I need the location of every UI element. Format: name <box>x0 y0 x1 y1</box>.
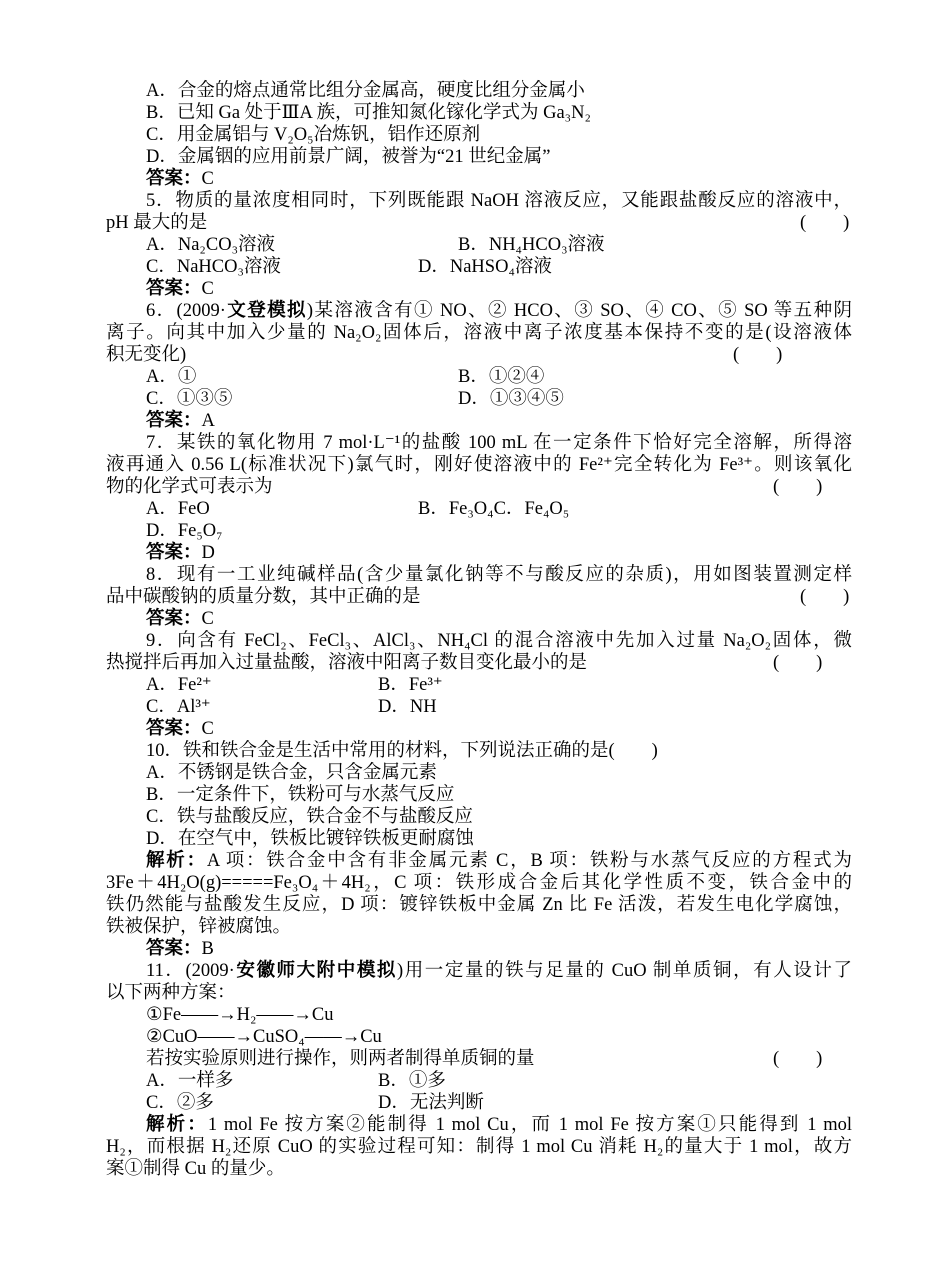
text-line <box>146 520 223 542</box>
text-line <box>106 894 852 916</box>
option-a: C．②多 <box>146 1093 214 1113</box>
line-text: C．铁与盐酸反应，铁合金不与盐酸反应 <box>146 807 473 827</box>
line-text: C <box>201 279 214 299</box>
text-line <box>106 586 852 608</box>
text-line <box>106 454 852 476</box>
label: 解析： <box>146 851 207 871</box>
line-text: 案①制得 Cu 的量少。 <box>106 1159 285 1179</box>
question-source: 文登模拟 <box>225 301 307 321</box>
text-line <box>106 916 852 938</box>
question-number: 11．(2009· <box>146 961 235 981</box>
answer-line <box>146 938 214 960</box>
line-text: 8．现有一工业纯碱样品(含少量氯化钠等不与酸反应的杂质)，用如图装置测定样 <box>146 565 852 585</box>
option-b: D．NH <box>378 697 437 717</box>
line-text: B．已知 Ga 处于ⅢA 族，可推知氮化镓化学式为 Ga₃N₂ <box>146 103 591 123</box>
option-b: B．Fe₃O₄C．Fe₄O₅ <box>418 499 570 519</box>
text-line <box>146 1004 333 1026</box>
line-text: 5．物质的量浓度相同时，下列既能跟 NaOH 溶液反应，又能跟盐酸反应的溶液中， <box>146 191 852 211</box>
option-b: B．①多 <box>378 1071 446 1091</box>
line-text: ②CuO——→CuSO₄——→Cu <box>146 1027 382 1047</box>
line-text: A．不锈钢是铁合金，只含金属元素 <box>146 763 437 783</box>
line-text: 物的化学式可表示为 <box>106 477 273 497</box>
line-text: C <box>201 719 214 739</box>
line-text: D．在空气中，铁板比镀锌铁板更耐腐蚀 <box>146 829 474 849</box>
answer-line <box>146 542 215 564</box>
label: 答案： <box>146 169 202 189</box>
line-text: D <box>201 543 215 563</box>
answer-line <box>146 850 852 872</box>
text-line <box>146 564 852 586</box>
text-line <box>106 652 852 674</box>
line-text: ①Fe——→H₂——→Cu <box>146 1005 334 1025</box>
line-text: A．合金的熔点通常比组分金属高，硬度比组分金属小 <box>146 81 585 101</box>
text-line <box>146 102 591 124</box>
option-a: C．NaHCO₃溶液 <box>146 257 281 277</box>
option-a: A．Na₂CO₃溶液 <box>146 235 276 255</box>
text-line <box>106 212 852 234</box>
line-text: )某溶液含有① NO、② HCO、③ SO、④ CO、⑤ SO 等五种阴 <box>306 301 852 321</box>
answer-line <box>146 718 214 740</box>
line-text: )用一定量的铁与足量的 CuO 制单质铜，有人设计了 <box>396 961 852 981</box>
question-source: 安徽师大附中模拟 <box>234 961 397 981</box>
line-text: 铁被保护，锌被腐蚀。 <box>106 917 292 937</box>
line-text: 品中碳酸钠的质量分数，其中正确的是 <box>106 587 421 607</box>
answer-line <box>146 278 214 300</box>
text-line <box>106 322 852 344</box>
label: 答案： <box>146 411 202 431</box>
text-line <box>146 1026 382 1048</box>
line-text: C <box>201 169 214 189</box>
line-text: pH 最大的是 <box>106 213 208 233</box>
line-text: 1 mol Fe 按方案②能制得 1 mol Cu，而 1 mol Fe 按方案①只能得到 1 mol <box>207 1115 852 1135</box>
text-line <box>106 872 852 894</box>
answer-line <box>146 608 214 630</box>
text-line <box>146 740 658 762</box>
option-a: A．一样多 <box>146 1071 234 1091</box>
option-b: B．①②④ <box>458 367 545 387</box>
line-text: 7．某铁的氧化物用 7 mol·L⁻¹的盐酸 100 mL 在一定条件下恰好完全溶解，所得溶 <box>146 433 852 453</box>
line-text: A <box>201 411 215 431</box>
line-text: 9．向含有 FeCl₂、FeCl₃、AlCl₃、NH₄Cl 的混合溶液中先加入过量 Na₂O₂固体，微 <box>146 631 852 651</box>
text-line <box>146 124 480 146</box>
answer-parentheses: ( ) <box>773 477 823 497</box>
line-text: 铁仍然能与盐酸发生反应，D 项：镀锌铁板中金属 Zn 比 Fe 活泼，若发生电化学腐蚀， <box>106 895 852 915</box>
option-a: C．Al³⁺ <box>146 697 211 717</box>
answer-line <box>146 1114 852 1136</box>
label: 答案： <box>146 939 202 959</box>
text-line <box>146 806 473 828</box>
option-b: D．①③④⑤ <box>458 389 564 409</box>
line-text: 积无变化) <box>106 345 187 365</box>
option-b: D．NaHSO₄溶液 <box>418 257 552 277</box>
answer-parentheses: ( ) <box>773 653 823 673</box>
text-line <box>146 762 437 784</box>
line-text: 10．铁和铁合金是生活中常用的材料，下列说法正确的是( ) <box>146 741 658 761</box>
text-line <box>146 828 474 850</box>
option-b: D．无法判断 <box>378 1093 484 1113</box>
text-line <box>106 982 852 1004</box>
line-text: C <box>201 609 214 629</box>
option-a: A．FeO <box>146 499 210 519</box>
answer-parentheses: ( ) <box>800 587 850 607</box>
line-text: 液再通入 0.56 L(标准状况下)氯气时，刚好使溶液中的 Fe²⁺完全转化为 Fe³⁺。则该氧化 <box>106 455 852 475</box>
text-line <box>146 960 852 982</box>
line-text: 离子。向其中加入少量的 Na₂O₂固体后，溶液中离子浓度基本保持不变的是(设溶液体 <box>106 323 852 343</box>
line-text: D．Fe₅O₇ <box>146 521 223 541</box>
label: 答案： <box>146 543 202 563</box>
line-text: B <box>201 939 214 959</box>
text-line <box>146 190 852 212</box>
label: 答案： <box>146 609 202 629</box>
text-line <box>146 300 852 322</box>
line-text: D．金属铟的应用前景广阔，被誉为“21 世纪金属” <box>146 147 551 167</box>
label: 答案： <box>146 719 202 739</box>
text-line <box>146 80 585 102</box>
option-b: B．NH₄HCO₃溶液 <box>458 235 605 255</box>
answer-parentheses: ( ) <box>773 1049 823 1069</box>
answer-line <box>146 168 214 190</box>
answer-parentheses: ( ) <box>733 345 783 365</box>
text-line <box>106 1158 852 1180</box>
text-line <box>146 1048 535 1070</box>
line-text: 3Fe＋4H₂O(g)=====Fe₃O₄＋4H₂，C 项：铁形成合金后其化学性质不变，铁合金中的 <box>106 873 852 893</box>
text-line <box>106 1136 852 1158</box>
line-text: 热搅拌后再加入过量盐酸，溶液中阳离子数目变化最小的是 <box>106 653 588 673</box>
text-line <box>146 146 550 168</box>
label: 答案： <box>146 279 202 299</box>
label: 解析： <box>146 1115 208 1135</box>
line-text: A 项：铁合金中含有非金属元素 C，B 项：铁粉与水蒸气反应的方程式为 <box>206 851 852 871</box>
line-text: B．一定条件下，铁粉可与水蒸气反应 <box>146 785 455 805</box>
text-line <box>146 432 852 454</box>
answer-line <box>146 410 215 432</box>
question-number: 6．(2009· <box>146 301 226 321</box>
text-line <box>146 784 454 806</box>
answer-parentheses: ( ) <box>800 213 850 233</box>
text-line <box>106 476 852 498</box>
text-line <box>146 630 852 652</box>
option-a: A．① <box>146 367 197 387</box>
line-text: 以下两种方案： <box>106 983 236 1003</box>
line-text: 若按实验原则进行操作，则两者制得单质铜的量 <box>146 1049 535 1069</box>
option-a: C．①③⑤ <box>146 389 233 409</box>
option-b: B．Fe³⁺ <box>378 675 443 695</box>
line-text: C．用金属铝与 V₂O₅冶炼钒，铝作还原剂 <box>146 125 481 145</box>
line-text: H₂，而根据 H₂还原 CuO 的实验过程可知：制得 1 mol Cu 消耗 H₂的量大于 1 mol，故方 <box>106 1137 852 1157</box>
option-a: A．Fe²⁺ <box>146 675 212 695</box>
